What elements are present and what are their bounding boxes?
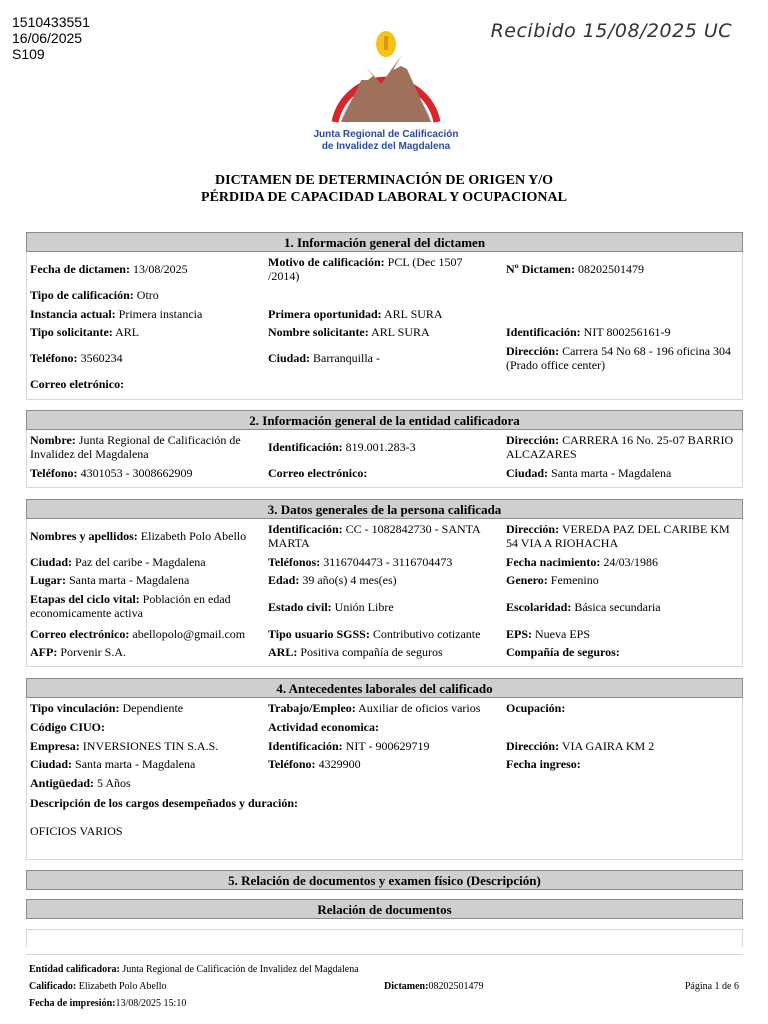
field-etapas-ciclo-vital: Etapas del ciclo vital: Población en edad economicamente activa: [30, 592, 231, 620]
section-entidad-calificadora: [26, 410, 743, 488]
stamp-date: 16/06/2025: [12, 30, 83, 46]
field-descripcion-cargos-label: Descripción de los cargos desempeñados y duración:: [30, 796, 298, 810]
field-correo-persona: Correo electrónico: abellopolo@gmail.com: [30, 627, 246, 641]
footer-page-number: Página 1 de 6: [684, 981, 739, 992]
field-motivo: Motivo de calificación: PCL (Dec 1507 /2014): [268, 255, 463, 283]
field-escolaridad: Escolaridad: Básica secundaria: [506, 600, 661, 614]
field-direccion-entidad: Dirección: CARRERA 16 No. 25-07 BARRIO ALCAZARES: [506, 433, 734, 461]
field-identificacion-empresa: Identificación: NIT - 900629719: [268, 739, 430, 753]
relacion-documentos-body: [26, 929, 743, 947]
footer-calificado: Calificado: Elizabeth Polo Abello: [29, 981, 167, 992]
field-fecha-nacimiento: Fecha nacimiento: 24/03/1986: [506, 555, 658, 569]
section-5-header: 5. Relación de documentos y examen físico (Descripción): [26, 870, 743, 890]
stamp-radicado: 1510433551: [12, 14, 90, 30]
field-fecha-ingreso: Fecha ingreso:: [506, 757, 581, 771]
logo-caption: Junta Regional de Calificación de Invalidez del Magdalena: [313, 129, 459, 152]
field-afp: AFP: Porvenir S.A.: [30, 645, 126, 659]
field-direccion-empresa: Dirección: VIA GAIRA KM 2: [506, 739, 655, 753]
footer-dictamen: Dictamen:08202501479: [384, 981, 484, 992]
field-empresa: Empresa: INVERSIONES TIN S.A.S.: [30, 739, 219, 753]
section-4-header: 4. Antecedentes laborales del calificado: [26, 678, 743, 698]
field-tipo-calificacion: Tipo de calificación: Otro: [30, 288, 159, 302]
field-primera-oportunidad: Primera oportunidad: ARL SURA: [268, 307, 443, 321]
section-dictamen-info: [26, 232, 743, 400]
field-instancia: Instancia actual: Primera instancia: [30, 307, 203, 321]
relacion-documentos-header: Relación de documentos: [26, 899, 743, 919]
field-fecha-dictamen: Fecha de dictamen: 13/08/2025: [30, 262, 188, 276]
field-telefono-solicitante: Teléfono: 3560234: [30, 351, 123, 365]
field-ciudad-entidad: Ciudad: Santa marta - Magdalena: [506, 466, 672, 480]
section-3-header: 3. Datos generales de la persona calificada: [26, 499, 743, 519]
field-identificacion-solicitante: Identificación: NIT 800256161-9: [506, 325, 671, 339]
field-telefono-entidad: Teléfono: 4301053 - 3008662909: [30, 466, 193, 480]
field-ciudad-persona: Ciudad: Paz del caribe - Magdalena: [30, 555, 206, 569]
field-lugar: Lugar: Santa marta - Magdalena: [30, 573, 190, 587]
field-correo-entidad: Correo electrónico:: [268, 466, 368, 480]
field-correo-solicitante: Correo eletrónico:: [30, 377, 125, 391]
field-nombres-apellidos: Nombres y apellidos: Elizabeth Polo Abello: [30, 529, 247, 543]
field-telefono-empresa: Teléfono: 4329900: [268, 757, 361, 771]
received-handwritten-note: Recibido 15/08/2025 UC: [490, 20, 732, 42]
field-actividad-economica: Actividad economica:: [268, 720, 379, 734]
document-title: DICTAMEN DE DETERMINACIÓN DE ORIGEN Y/O PÉRDIDA DE CAPACIDAD LABORAL Y OCUPACIONAL: [201, 173, 567, 205]
junta-logo: [296, 26, 476, 160]
field-estado-civil: Estado civil: Unión Libre: [268, 600, 394, 614]
field-ciudad-solicitante: Ciudad: Barranquilla -: [268, 351, 381, 365]
field-trabajo-empleo: Trabajo/Empleo: Auxiliar de oficios varios: [268, 701, 481, 715]
field-descripcion-cargos: OFICIOS VARIOS: [30, 824, 123, 838]
field-nombre-solicitante: Nombre solicitante: ARL SURA: [268, 325, 430, 339]
field-direccion-solicitante: Dirección: Carrera 54 No 68 - 196 oficina 304 (Prado office center): [506, 344, 732, 372]
field-codigo-ciuo: Código CIUO:: [30, 720, 106, 734]
field-edad: Edad: 39 año(s) 4 mes(es): [268, 573, 397, 587]
field-compania-seguros: Compañía de seguros:: [506, 645, 620, 659]
field-arl: ARL: Positiva compañía de seguros: [268, 645, 443, 659]
field-direccion-persona: Dirección: VEREDA PAZ DEL CARIBE KM 54 VIA A RIOHACHA: [506, 522, 730, 550]
field-antiguedad: Antigüedad: 5 Años: [30, 776, 131, 790]
field-ocupacion: Ocupación:: [506, 701, 566, 715]
mountain-logo-icon: [321, 26, 451, 130]
section-persona-calificada: [26, 499, 743, 667]
field-eps: EPS: Nueva EPS: [506, 627, 591, 641]
section-2-header: 2. Información general de la entidad calificadora: [26, 410, 743, 430]
field-tipo-usuario-sgss: Tipo usuario SGSS: Contributivo cotizante: [268, 627, 481, 641]
filing-stamp: [12, 14, 90, 62]
field-identificacion-entidad: Identificación: 819.001.283-3: [268, 440, 416, 454]
section-1-header: 1. Información general del dictamen: [26, 232, 743, 252]
footer-entidad: Entidad calificadora: Junta Regional de Calificación de Invalidez del Magdalena: [29, 964, 359, 975]
field-genero: Genero: Femenino: [506, 573, 599, 587]
field-numero-dictamen: Nº Dictamen: 08202501479: [506, 262, 644, 276]
field-tipo-solicitante: Tipo solicitante: ARL: [30, 325, 140, 339]
field-tipo-vinculacion: Tipo vinculación: Dependiente: [30, 701, 184, 715]
field-ciudad-empresa: Ciudad: Santa marta - Magdalena: [30, 757, 196, 771]
page-footer: [26, 954, 743, 1015]
stamp-code: S109: [12, 46, 45, 62]
field-telefonos-persona: Teléfonos: 3116704473 - 3116704473: [268, 555, 453, 569]
section-antecedentes-laborales: [26, 678, 743, 860]
footer-fecha-impresion: Fecha de impresión:13/08/2025 15:10: [29, 998, 187, 1009]
field-nombre-entidad: Nombre: Junta Regional de Calificación de Invalidez del Magdalena: [30, 433, 241, 461]
field-identificacion-persona: Identificación: CC - 1082842730 - SANTA MARTA: [268, 522, 481, 550]
